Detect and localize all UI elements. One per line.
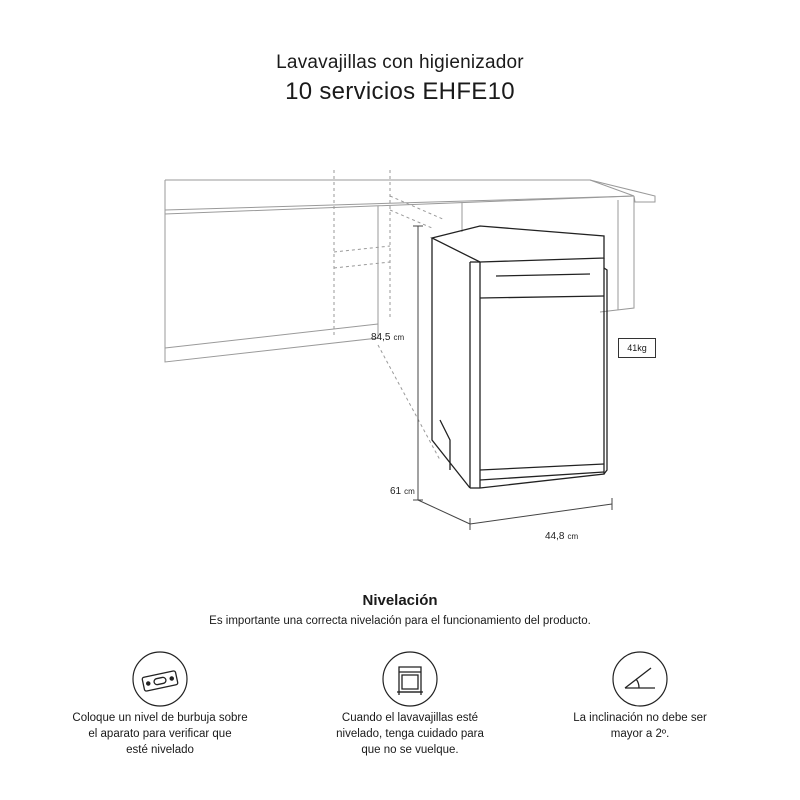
niche-outline <box>334 170 445 460</box>
leveling-title: Nivelación <box>362 592 438 609</box>
left-cabinet-outline <box>165 206 378 362</box>
angle-icon <box>611 650 669 708</box>
width-value: 44,8 <box>545 531 565 542</box>
step-1-text-line1: Coloque un nivel de burbuja sobre <box>72 712 248 724</box>
leveling-step-1 <box>50 650 270 758</box>
dishwasher-icon <box>381 650 439 708</box>
leveling-step-2 <box>300 650 520 758</box>
step-2-text-line2: nivelado, tenga cuidado para <box>336 728 484 740</box>
right-cabinet-outline <box>462 196 634 312</box>
step-1-text-line2: el aparato para verificar que <box>88 728 232 740</box>
height-dimension-label <box>371 332 404 343</box>
depth-unit: cm <box>404 487 415 496</box>
step-3-text-line2: mayor a 2º. <box>610 728 670 740</box>
countertop-outline <box>165 180 655 214</box>
dishwasher-outline <box>432 226 607 488</box>
depth-value: 61 <box>390 486 402 497</box>
width-unit: cm <box>567 532 579 541</box>
depth-dimension-label <box>390 486 415 497</box>
leveling-step-3 <box>530 650 750 742</box>
weight-badge: 41kg <box>618 338 656 358</box>
step-2-text-line1: Cuando el lavavajillas esté <box>341 712 479 724</box>
bubble-level-icon <box>131 650 189 708</box>
step-2-text-line3: que no se vuelque. <box>361 744 459 756</box>
height-unit: cm <box>393 333 405 342</box>
step-3-text-line1: La inclinación no debe ser <box>573 712 707 724</box>
product-title-line1: Lavavajillas con higienizador <box>276 52 524 73</box>
step-1-text-line3: esté nivelado <box>126 744 194 756</box>
width-dimension-label <box>545 531 578 542</box>
leveling-subtitle: Es importante una correcta nivelación para el funcionamiento del producto. <box>209 615 591 627</box>
product-title-line2: 10 servicios EHFE10 <box>285 78 515 105</box>
height-value: 84,5 <box>371 332 391 343</box>
